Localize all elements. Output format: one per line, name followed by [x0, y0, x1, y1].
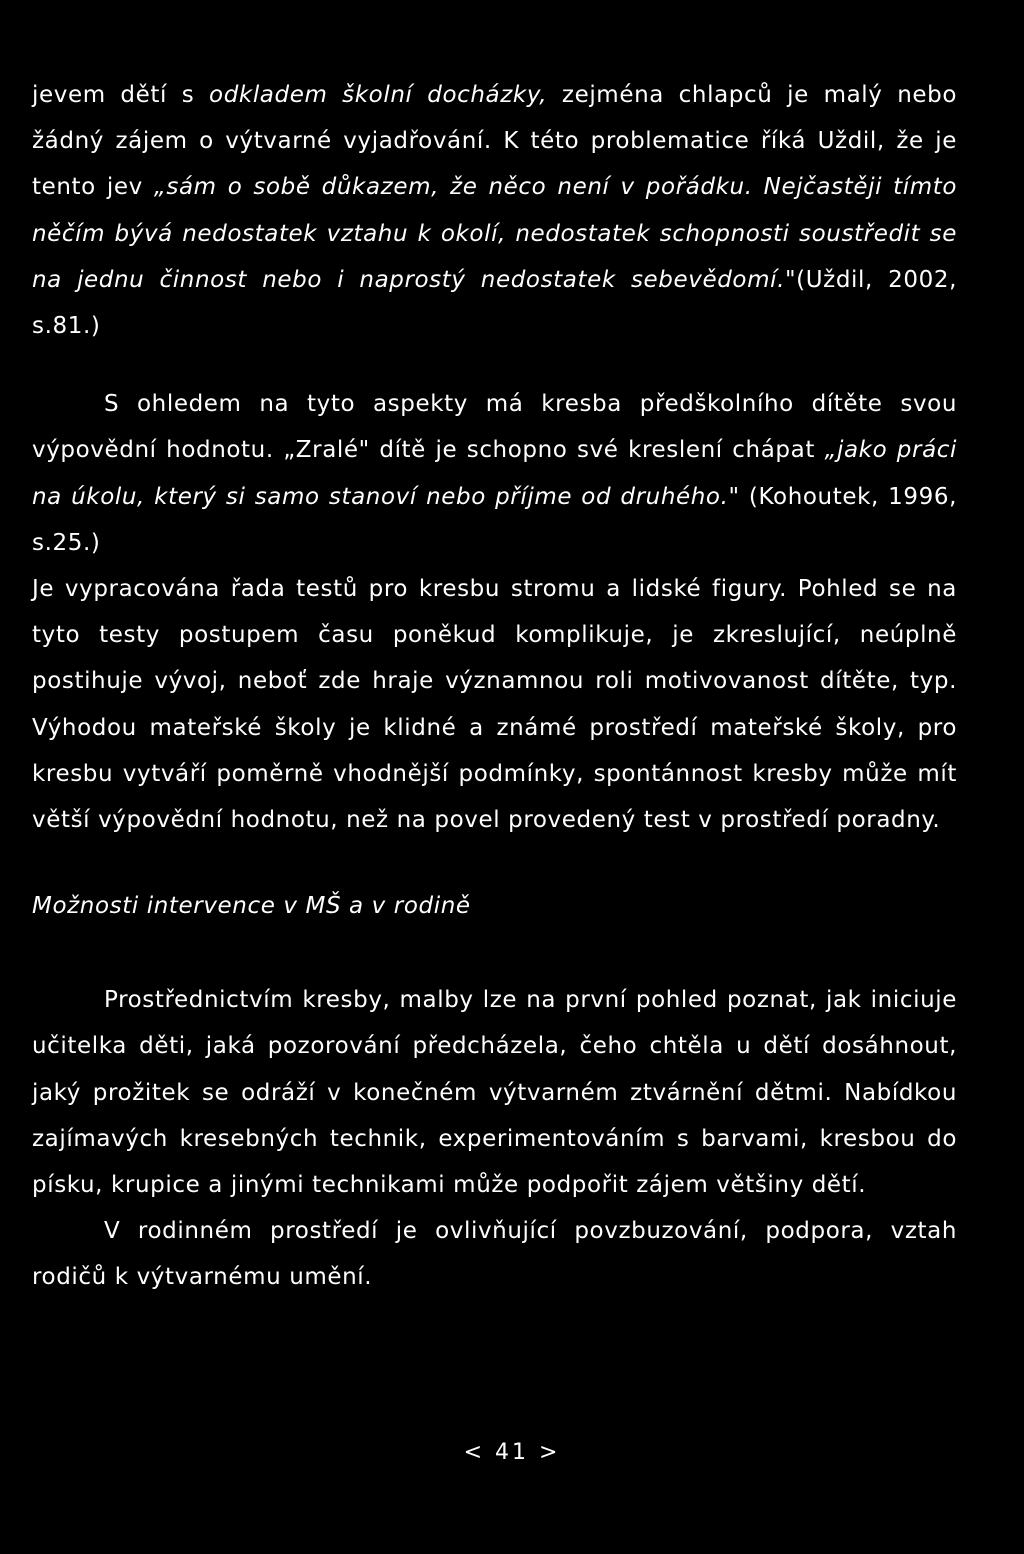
section-heading: Možnosti intervence v MŠ a v rodině: [32, 893, 471, 920]
paragraph-intervence-rodina: V rodinném prostředí je ovlivňující povzbuzování, podpora, vztah rodičů k výtvarnému umění.: [32, 1218, 957, 1291]
quotation-uzdil: „sám o sobě důkazem, že něco není v pořádku. Nejčastěji tímto něčím bývá nedostatek vztahu k okolí, nedostatek schopnosti soustředit se na jednu činnost nebo i naprostý nedostatek sebevědomí.": [32, 174, 957, 293]
paragraph-text: jevem dětí s: [32, 82, 210, 108]
paragraph-vypovedni-hodnota: [32, 381, 957, 566]
page-number: < 41 >: [463, 1440, 561, 1465]
quotation-kohoutek: „jako práci na úkolu, který si samo stanoví nebo příjme od druhého.": [32, 437, 957, 510]
paragraph-intervence-ms: Prostřednictvím kresby, malby lze na první pohled poznat, jak iniciuje učitelka děti, jaká pozorování předcházela, čeho chtěla u dětí dosáhnout, jaký prožitek se odráží v konečném výtvarném ztvárnění dětmi. Nabídkou zajímavých kresebných technik, experimentováním s barvami, kresbou do písku, krupice a jinými technikami může podpořit zájem většiny dětí.: [32, 987, 957, 1199]
paragraph-testy: Je vypracována řada testů pro kresbu stromu a lidské figury. Pohled se na tyto testy postupem času poněkud komplikuje, je zkreslující, neúplně postihuje vývoj, neboť zde hraje významnou roli motivovanost dítěte, typ. Výhodou mateřské školy je klidné a známé prostředí mateřské školy, pro kresbu vytváří poměrně vhodnější podmínky, spontánnost kresby může mít větší výpovědní hodnotu, než na povel provedený test v prostředí poradny.: [32, 576, 957, 834]
paragraph-text: S ohledem na tyto aspekty má kresba předškolního dítěte svou výpovědní hodnotu. „Zralé" dítě je schopno své kreslení chápat: [32, 391, 957, 464]
paragraph-spacer: [32, 349, 957, 381]
italic-phrase: odkladem školní docházky,: [209, 82, 548, 108]
paragraph-text: zejména chlapců je malý nebo žádný zájem o výtvarné vyjadřování. K této problematice říká Uždil, že je tento jev: [32, 82, 957, 201]
citation-kohoutek: (Kohoutek, 1996, s.25.): [32, 483, 957, 556]
paragraph-spacer: [32, 929, 957, 977]
paragraph-odklad: [32, 72, 957, 349]
document-body: [32, 72, 957, 1301]
citation-uzdil: (Uždil, 2002, s.81.): [32, 266, 957, 340]
